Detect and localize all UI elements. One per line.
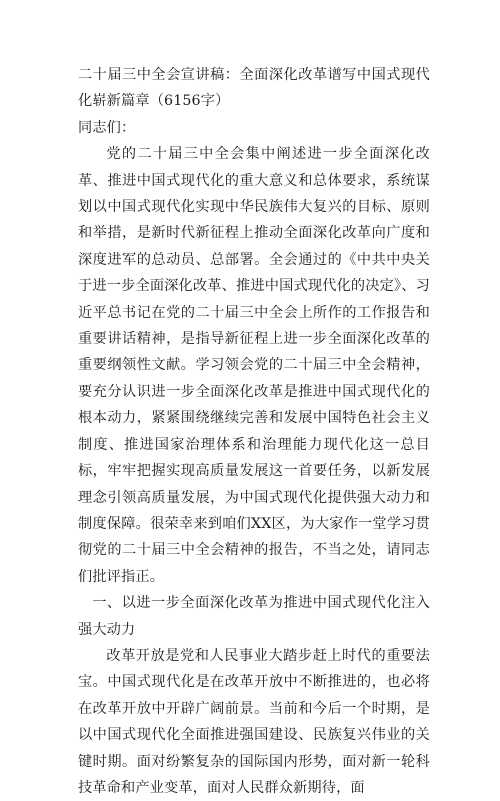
document-body <box>78 62 430 801</box>
section-heading: 一、以进一步全面深化改革为推进中国式现代化注入强大动力 <box>78 595 430 638</box>
section-paragraph: 改革开放是党和人民事业大踏步赶上时代的重要法宝。中国式现代化是在改革开放中不断推进的，也必将在改革开放中开辟广阔前景。当前和今后一个时期，是以中国式现代化全面推进强国建设、民族复兴伟业的关键时期。面对纷繁复杂的国际国内形势，面对新一轮科技革命和产业变革，面对人民群众新期待，面 <box>78 647 430 796</box>
intro-paragraph: 党的二十届三中全会集中阐述进一步全面深化改革、推进中国式现代化的重大意义和总体要求，系统谋划以中国式现代化实现中华民族伟大复兴的目标、原则和举措，是新时代新征程上推动全面深化改革向广度和深度进军的总动员、总部署。全会通过的《中共中央关于进一步全面深化改革、推进中国式现代化的决定》、习近平总书记在党的二十届三中全会上所作的工作报告和重要讲话精神，是指导新征程上进一步全面深化改革的重要纲领性文献。学习领会党的二十届三中全会精神，要充分认识进一步全面深化改革是推进中国式现代化的根本动力，紧紧围绕继续完善和发展中国特色社会主义制度、推进国家治理体系和治理能力现代化这一总目标，牢牢把握实现高质量发展这一首要任务，以新发展理念引领高质量发展，为中国式现代化提供强大动力和制度保障。很荣幸来到咱们XX区，为大家作一堂学习贯彻党的二十届三中全会精神的报告，不当之处，请同志们批评指正。 <box>78 146 430 585</box>
salutation: 同志们： <box>78 119 136 136</box>
document-title: 二十届三中全会宣讲稿：全面深化改革谱写中国式现代化崭新篇章（6156字） <box>78 67 430 110</box>
